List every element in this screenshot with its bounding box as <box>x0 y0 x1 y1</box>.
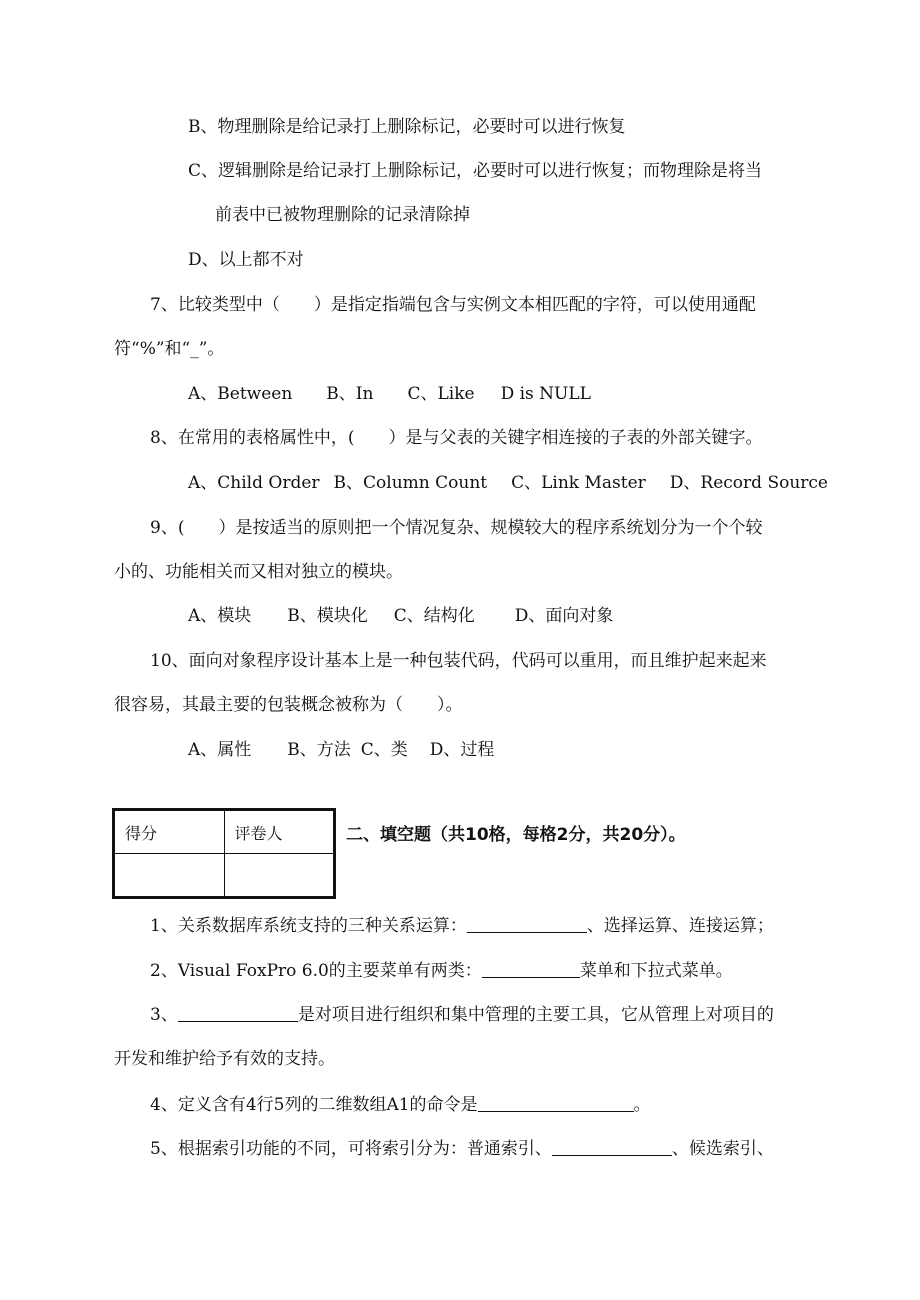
fill-q2-blank[interactable] <box>482 960 580 978</box>
q7-options <box>188 383 591 405</box>
q8-option-c: C、Link Master <box>511 473 646 493</box>
q8-option-d: D、Record Source <box>669 473 828 493</box>
q6-option-c-line1: C、逻辑删除是给记录打上删除标记，必要时可以进行恢复；而物理除是将当 <box>188 161 763 181</box>
q9-option-d: D、面向对象 <box>514 606 614 626</box>
q10-options <box>188 739 494 761</box>
fill-q4-text: 4、定义含有4行5列的二维数组A1的命令是 <box>150 1095 478 1115</box>
q6-option-c-line2: 前表中已被物理删除的记录清除掉 <box>215 205 470 225</box>
fill-q1-text: 1、关系数据库系统支持的三种关系运算： <box>150 916 467 936</box>
q9-stem-line2: 小的、功能相关而又相对独立的模块。 <box>114 562 403 582</box>
q8-stem-line1: 8、在常用的表格属性中，( ）是与父表的关键字相连接的子表的外部关键字。 <box>150 428 763 448</box>
score-cell <box>114 854 225 898</box>
fill-q3-line2: 开发和维护给予有效的支持。 <box>114 1049 335 1069</box>
q9-option-c: C、结构化 <box>393 606 475 626</box>
q8-options <box>188 472 828 494</box>
fill-q3-blank[interactable] <box>178 1004 298 1022</box>
q10-option-c: C、类 <box>360 740 408 760</box>
fill-q1-blank[interactable] <box>467 915 587 933</box>
q9-stem-line1: 9、( ）是按适当的原则把一个情况复杂、规模较大的程序系统划分为一个个较 <box>150 518 763 538</box>
fill-q2 <box>150 960 733 982</box>
q9-option-a: A、模块 <box>188 606 252 626</box>
fill-q4-text-after: 。 <box>633 1095 651 1115</box>
q10-option-a: A、属性 <box>188 740 252 760</box>
q7-option-c: C、Like <box>407 384 475 404</box>
q9-options <box>188 605 613 627</box>
q10-stem-line1: 10、面向对象程序设计基本上是一种包装代码，代码可以重用，而且维护起来起来 <box>150 651 767 671</box>
fill-q5 <box>150 1138 774 1160</box>
fill-q4-blank[interactable] <box>478 1094 634 1112</box>
q7-stem-line2: 符“%”和“_”。 <box>114 339 225 359</box>
fill-q5-blank[interactable] <box>552 1138 672 1156</box>
q7-stem-line1: 7、比较类型中（ ）是指定指端包含与实例文本相匹配的字符，可以使用通配 <box>150 295 756 315</box>
fill-q1-text-after: 、选择运算、连接运算； <box>586 916 774 936</box>
grader-cell <box>224 854 335 898</box>
fill-q3-text: 3、 <box>150 1005 178 1025</box>
q7-option-d: D is NULL <box>500 384 591 404</box>
q6-option-d: D、以上都不对 <box>188 250 304 270</box>
fill-q1 <box>150 915 774 937</box>
q9-option-b: B、模块化 <box>287 606 368 626</box>
score-label: 得分 <box>114 810 225 854</box>
fill-q4 <box>150 1094 651 1116</box>
fill-q3-text-after: 是对项目进行组织和集中管理的主要工具，它从管理上对项目的 <box>297 1005 774 1025</box>
q7-option-b: B、In <box>326 384 374 404</box>
q6-option-b: B、物理删除是给记录打上删除标记，必要时可以进行恢复 <box>188 117 626 137</box>
score-table <box>112 808 336 899</box>
fill-q2-text: 2、Visual FoxPro 6.0的主要菜单有两类： <box>150 961 482 981</box>
q8-option-a: A、Child Order <box>188 473 320 493</box>
fill-q5-text-after: 、候选索引、 <box>671 1139 774 1159</box>
q8-option-b: B、Column Count <box>333 473 488 493</box>
fill-q5-text: 5、根据索引功能的不同，可将索引分为：普通索引、 <box>150 1139 552 1159</box>
q10-option-d: D、过程 <box>429 740 495 760</box>
section-title: 二、填空题（共10格，每格2分，共20分）。 <box>346 825 686 845</box>
q10-stem-line2: 很容易，其最主要的包装概念被称为（ ）。 <box>114 695 463 715</box>
q10-option-b: B、方法 <box>287 740 351 760</box>
fill-q3 <box>150 1004 774 1026</box>
grader-label: 评卷人 <box>224 810 335 854</box>
q7-option-a: A、Between <box>188 384 293 404</box>
fill-q2-text-after: 菜单和下拉式菜单。 <box>579 961 733 981</box>
